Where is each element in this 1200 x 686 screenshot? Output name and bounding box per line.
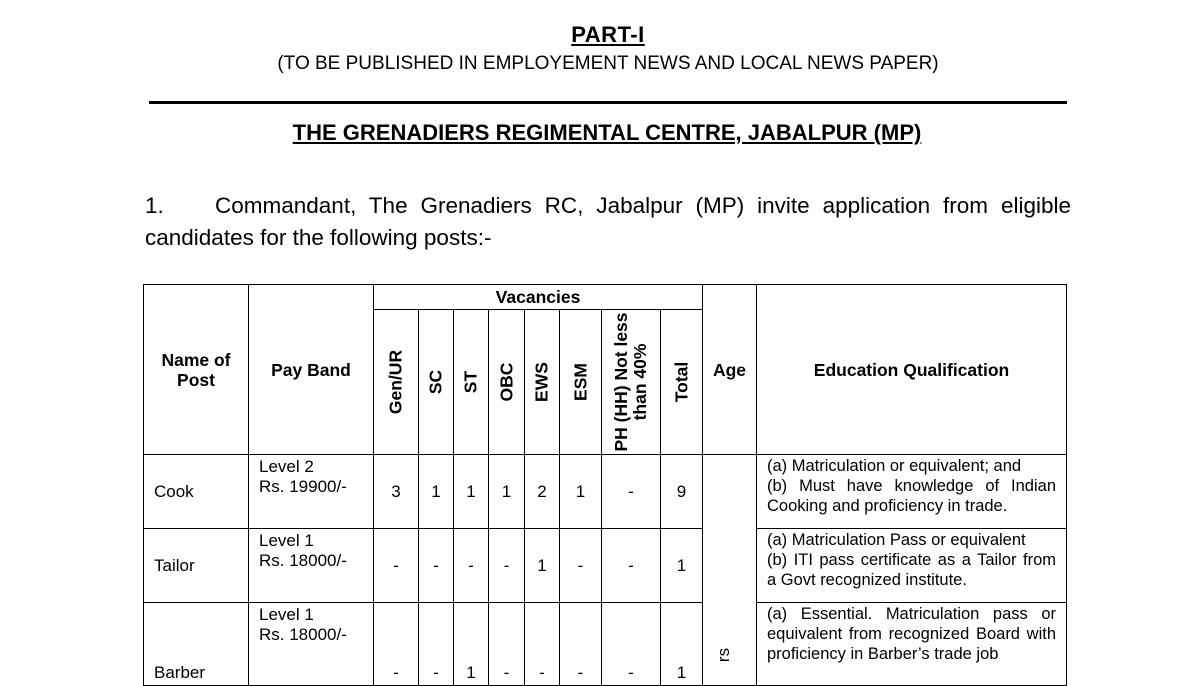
header-ews: EWS [525,310,560,455]
sc-count: - [419,529,454,603]
table-row [144,603,1067,686]
post-name: Barber [144,603,249,686]
ph-count: - [602,455,661,529]
header-ph: PH (HH) Not less than 40% [602,310,661,455]
ews-count: 2 [525,455,560,529]
age-cell [703,455,757,686]
ph-count: - [602,603,661,686]
education-qualification: (a) Matriculation Pass or equivalent (b) ITI pass certificate as a Tailor from a Govt recognized institute. [757,529,1067,603]
paragraph-text: Commandant, The Grenadiers RC, Jabalpur (MP) invite application from eligible candidates for the following posts:- [145,193,1071,250]
st-count: - [454,529,489,603]
header-pay-band: Pay Band [249,285,374,455]
education-qualification: (a) Essential. Matriculation pass or equivalent from recognized Board with proficiency in Barber’s trade job [757,603,1067,686]
gen-ur-count: - [374,603,419,686]
divider [149,101,1067,104]
st-count: 1 [454,455,489,529]
obc-count: - [489,529,525,603]
education-qualification: (a) Matriculation or equivalent; and (b) Must have knowledge of Indian Cooking and proficiency in trade. [757,455,1067,529]
gen-ur-count: 3 [374,455,419,529]
total-count: 1 [661,603,703,686]
total-count: 1 [661,529,703,603]
intro-paragraph [145,190,1071,254]
esm-count: - [560,529,602,603]
table-row [144,455,1067,529]
header-vacancies: Vacancies [374,285,703,310]
post-name: Tailor [144,529,249,603]
header-obc: OBC [489,310,525,455]
ews-count: - [525,603,560,686]
age-text-fragment: rs [714,647,734,663]
sc-count: - [419,603,454,686]
st-count: 1 [454,603,489,686]
esm-count: - [560,603,602,686]
obc-count: 1 [489,455,525,529]
part-title: PART-I [571,22,645,47]
header-education: Education Qualification [757,285,1067,455]
obc-count: - [489,603,525,686]
gen-ur-count: - [374,529,419,603]
header-st: ST [454,310,489,455]
total-count: 9 [661,455,703,529]
header-name-of-post: Name of Post [144,285,249,455]
header-age: Age [703,285,757,455]
sc-count: 1 [419,455,454,529]
header-total: Total [661,310,703,455]
post-name: Cook [144,455,249,529]
ph-count: - [602,529,661,603]
vacancy-table [143,284,1067,686]
header-sc: SC [419,310,454,455]
pay-band: Level 1 Rs. 18000/- [249,529,374,603]
header-gen-ur: Gen/UR [374,310,419,455]
publication-note: (TO BE PUBLISHED IN EMPLOYEMENT NEWS AND LOCAL NEWS PAPER) [277,53,939,74]
header-esm: ESM [560,310,602,455]
table-row [144,529,1067,603]
pay-band: Level 1 Rs. 18000/- [249,603,374,686]
esm-count: 1 [560,455,602,529]
paragraph-number: 1. [145,193,164,218]
pay-band: Level 2 Rs. 19900/- [249,455,374,529]
ews-count: 1 [525,529,560,603]
centre-title: THE GRENADIERS REGIMENTAL CENTRE, JABALPUR (MP) [292,120,922,145]
